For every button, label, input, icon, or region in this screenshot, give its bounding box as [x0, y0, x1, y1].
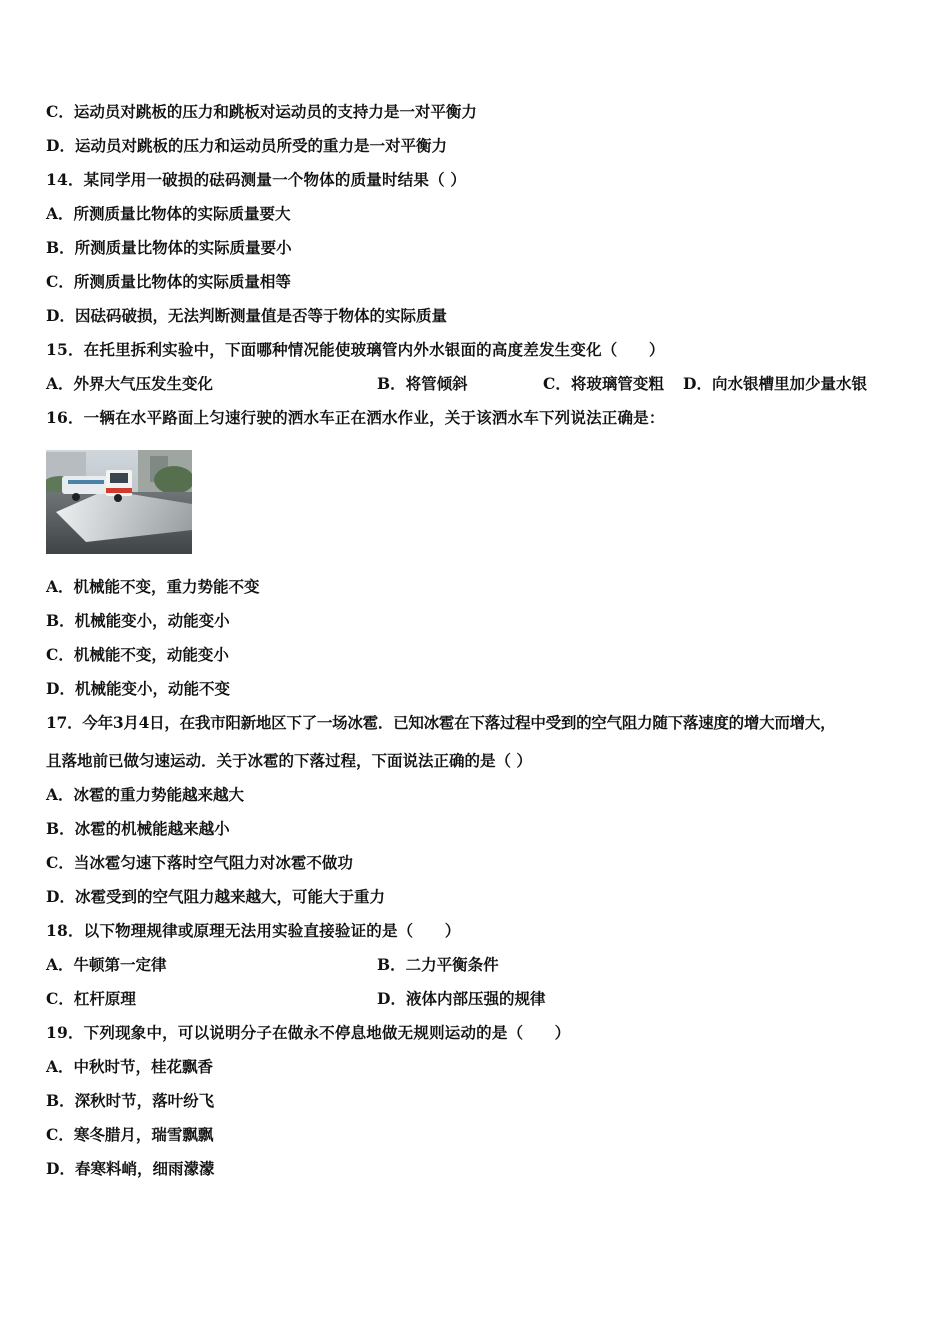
q18-option-b: B．二力平衡条件	[377, 955, 499, 974]
q17-stem: 17．今年3月4日，在我市阳新地区下了一场冰雹．已知冰雹在下落过程中受到的空气阻力随下落速度的增大而增大，	[46, 713, 836, 732]
q15-option-c: C．将玻璃管变粗	[543, 374, 664, 393]
q14-option-c: C．所测质量比物体的实际质量相等	[46, 272, 291, 291]
q13-option-d: D．运动员对跳板的压力和运动员所受的重力是一对平衡力	[46, 136, 447, 155]
sprinkler-truck-photo	[46, 450, 192, 554]
q15-option-a: A．外界大气压发生变化	[46, 374, 214, 393]
q16-option-b: B．机械能变小，动能变小	[46, 611, 230, 630]
q19-option-a: A．中秋时节，桂花飘香	[46, 1057, 214, 1076]
q15-option-d: D．向水银槽里加少量水银	[683, 374, 867, 393]
q19-option-c: C．寒冬腊月，瑞雪飘飘	[46, 1125, 214, 1144]
q17-stem-continued: 且落地前已做匀速运动．关于冰雹的下落过程，下面说法正确的是（ ）	[46, 751, 532, 770]
q14-option-b: B．所测质量比物体的实际质量要小	[46, 238, 292, 257]
q18-option-d: D．液体内部压强的规律	[377, 989, 546, 1008]
q14-option-d: D．因砝码破损，无法判断测量值是否等于物体的实际质量	[46, 306, 447, 325]
q19-option-b: B．深秋时节，落叶纷飞	[46, 1091, 215, 1110]
q19-stem: 19．下列现象中，可以说明分子在做永不停息地做无规则运动的是（ ）	[46, 1023, 571, 1042]
q16-option-c: C．机械能不变，动能变小	[46, 645, 229, 664]
q16-option-d: D．机械能变小，动能不变	[46, 679, 230, 698]
q16-stem: 16．一辆在水平路面上匀速行驶的洒水车正在洒水作业，关于该洒水车下列说法正确是：	[46, 408, 665, 427]
q18-option-c: C．杠杆原理	[46, 989, 136, 1008]
q14-option-a: A．所测质量比物体的实际质量要大	[46, 204, 291, 223]
q14-stem: 14．某同学用一破损的砝码测量一个物体的质量时结果（ ）	[46, 170, 467, 189]
q13-option-c: C．运动员对跳板的压力和跳板对运动员的支持力是一对平衡力	[46, 102, 477, 121]
q15-stem: 15．在托里拆利实验中，下面哪种情况能使玻璃管内外水银面的高度差发生变化（ ）	[46, 340, 665, 359]
q17-option-b: B．冰雹的机械能越来越小	[46, 819, 230, 838]
q19-option-d: D．春寒料峭，细雨濛濛	[46, 1159, 215, 1178]
q15-option-b: B．将管倾斜	[377, 374, 468, 393]
q16-option-a: A．机械能不变，重力势能不变	[46, 577, 260, 596]
q17-option-d: D．冰雹受到的空气阻力越来越大，可能大于重力	[46, 887, 385, 906]
q17-option-c: C．当冰雹匀速下落时空气阻力对冰雹不做功	[46, 853, 353, 872]
q18-option-a: A．牛顿第一定律	[46, 955, 167, 974]
q18-stem: 18．以下物理规律或原理无法用实验直接验证的是（ ）	[46, 921, 461, 940]
q17-option-a: A．冰雹的重力势能越来越大	[46, 785, 245, 804]
